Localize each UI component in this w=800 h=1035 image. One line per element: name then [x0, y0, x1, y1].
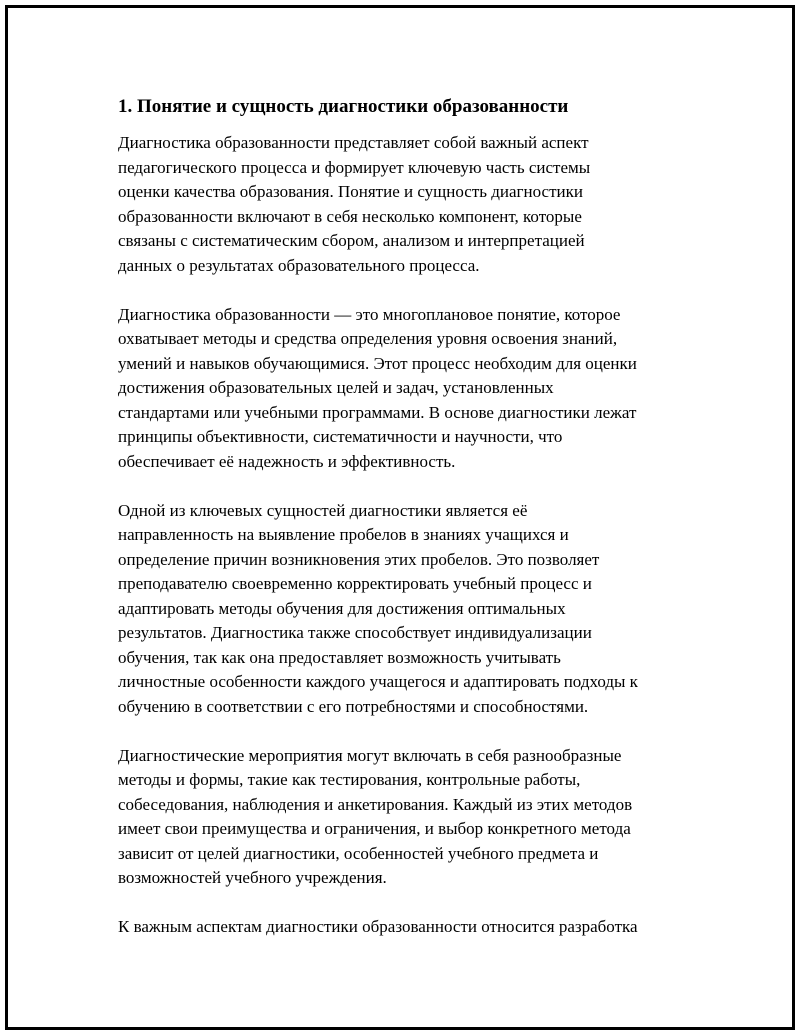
- paragraph-2: Диагностика образованности — это многоплановое понятие, которое охватывает методы и средства определения уровня освоения знаний, умений и навыков обучающимися. Этот процесс необходим для оценки достижения образовательных целей и задач, установленных стандартами или учебными программами. В основе диагностики лежат принципы объективности, систематичности и научности, что обеспечивает её надежность и эффективность.: [118, 304, 637, 471]
- section-heading: 1. Понятие и сущность диагностики образованности: [118, 96, 569, 117]
- paragraph-3: Одной из ключевых сущностей диагностики является её направленность на выявление пробелов в знаниях учащихся и определение причин возникновения этих пробелов. Это позволяет преподавателю своевременно корректировать учебный процесс и адаптировать методы обучения для достижения оптимальных результатов. Диагностика также способствует индивидуализации обучения, так как она предоставляет возможность учитывать личностные особенности каждого учащегося и адаптировать подходы к обучению в соответствии с его потребностями и способностями.: [118, 500, 638, 716]
- paragraph-4: Диагностические мероприятия могут включать в себя разнообразные методы и формы, такие как тестирования, контрольные работы, собеседования, наблюдения и анкетирования. Каждый из этих методов имеет свои преимущества и ограничения, и выбор конкретного метода зависит от целей диагностики, особенностей учебного предмета и возможностей учебного учреждения.: [118, 745, 633, 887]
- paragraph-5: К важным аспектам диагностики образованности относится разработка: [118, 917, 638, 936]
- document-body: [118, 94, 698, 940]
- paragraph-1: Диагностика образованности представляет собой важный аспект педагогического процесса и формирует ключевую часть системы оценки качества образования. Понятие и сущность диагностики образованности включают в себя несколько компонент, которые связаны с систематическим сбором, анализом и интерпретацией данных о результатах образовательного процесса.: [118, 133, 591, 275]
